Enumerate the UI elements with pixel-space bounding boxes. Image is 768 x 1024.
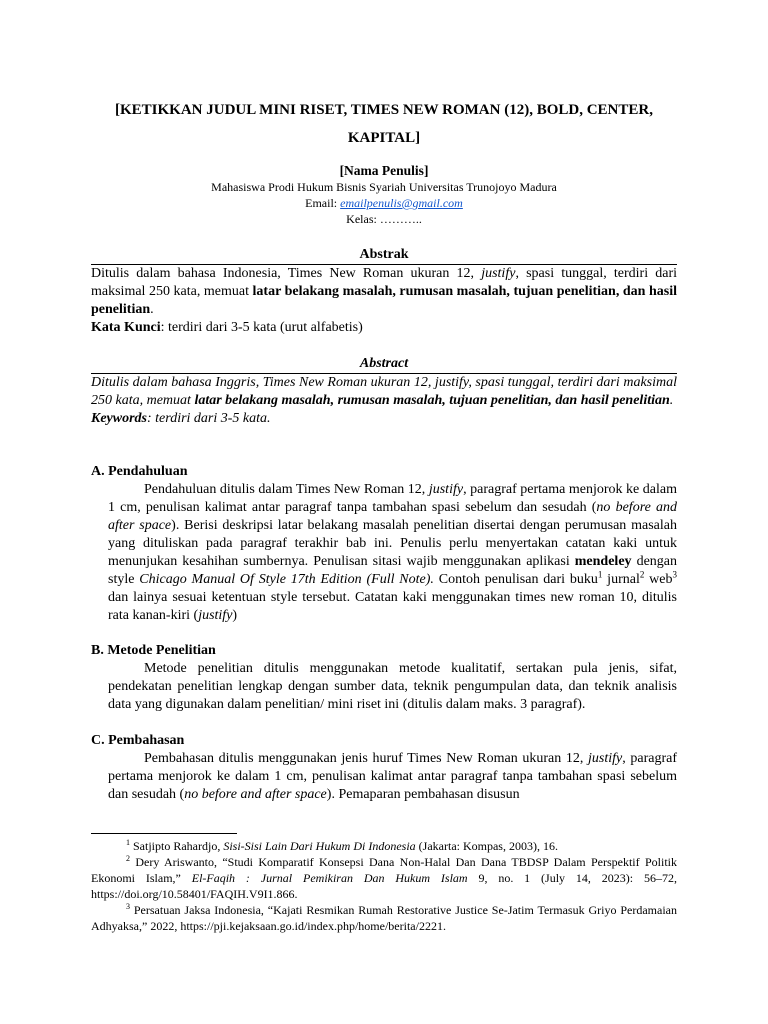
abstrak-t5: .: [150, 302, 154, 317]
kata-kunci-text: : terdiri dari 3-5 kata (urut alfabetis): [160, 320, 363, 335]
a-s3: , paragraf pertama menjorok ke dalam 1 cm, penulisan kalimat antar paragraf tanpa tambahan spasi sebelum dan sesudah (: [108, 482, 677, 515]
a-s1: Pendahuluan ditulis dalam Times New Roman 12,: [144, 482, 429, 497]
author-name: [Nama Penulis]: [339, 163, 429, 178]
abstrak-t2: justify: [481, 266, 516, 281]
abstrak-text: [91, 265, 677, 319]
abstract-heading: Abstract: [91, 355, 677, 374]
c-s4: no before and after space: [184, 787, 327, 802]
footnote-ref-2[interactable]: 2: [639, 569, 645, 580]
abstrak-body: [91, 265, 677, 337]
footnote-3: [91, 902, 677, 934]
c-s3: , paragraf pertama menjorok ke dalam 1 cm, penulisan kalimat antar paragraf tanpa tambahan spasi sebelum dan sesudah (: [108, 751, 677, 802]
a-s7: dengan style: [108, 554, 677, 587]
section-b-heading: B. Metode Penelitian: [91, 643, 216, 658]
a-s12: dan lainya sesuai ketentuan style tersebut. Catatan kaki menggunakan times new roman 10, ditulis rata kanan-kiri (: [108, 590, 677, 623]
abstract-t1: Ditulis dalam bahasa Inggris, Times New Roman ukuran 12, justify, spasi tunggal, terdiri dari maksimal 250 kata, memuat: [91, 375, 677, 408]
abstrak-heading: Abstrak: [91, 246, 677, 265]
footnote-2: [91, 854, 677, 902]
abstrak-t3: , spasi tunggal, terdiri dari maksimal 250 kata, memuat: [91, 266, 678, 299]
fn3-a: Persatuan Jaksa Indonesia, “Kajati Resmikan Rumah Restorative Justice Se-Jatim Termasuk Griyo Perdamaian Adhyaksa,” 2022, https://pji.kejaksaan.go.id/index.php/home/berita/2221.: [91, 903, 677, 933]
abstract-t2: latar belakang masalah, rumusan masalah, tujuan penelitian, dan hasil penelitian: [194, 393, 670, 408]
section-a-heading: A. Pendahuluan: [91, 464, 188, 479]
footnote-2-num: 2: [126, 854, 130, 863]
a-s6: mendeley: [574, 554, 632, 569]
fn1-b: Sisi-Sisi Lain Dari Hukum Di Indonesia: [223, 839, 416, 853]
abstrak-t4: latar belakang masalah, rumusan masalah, tujuan penelitian, dan hasil penelitian: [91, 284, 677, 317]
a-s9: Contoh penulisan dari buku: [433, 572, 598, 587]
abstract-body: [91, 374, 677, 428]
abstrak-block: [91, 246, 677, 337]
footnote-1-num: 1: [126, 838, 130, 847]
keywords-text: : terdiri dari 3-5 kata.: [147, 411, 271, 426]
author-class: Kelas: ………..: [346, 212, 422, 226]
a-s2: justify: [428, 482, 464, 497]
c-s2: justify: [588, 751, 623, 766]
fn2-b: El-Faqih : Jurnal Pemikiran Dan Hukum Islam: [191, 871, 468, 885]
c-s1: Pembahasan ditulis menggunakan jenis huruf Times New Roman ukuran 12,: [144, 751, 588, 766]
author-email-line: [91, 195, 677, 211]
a-s10: jurnal: [602, 572, 640, 587]
a-s14: ): [232, 608, 238, 623]
kata-kunci-label: Kata Kunci: [91, 320, 161, 335]
a-s11: web: [644, 572, 673, 587]
keywords-label: Keywords: [91, 411, 147, 426]
fn2-c: 9, no. 1 (July 14, 2023): 56–72, https://doi.org/10.58401/FAQIH.V9I1.866.: [91, 871, 677, 901]
abstract-t3: .: [669, 393, 674, 408]
abstract-block: [91, 355, 677, 428]
abstract-keywords: [91, 410, 677, 428]
section-a-paragraph: [91, 481, 677, 625]
footnote-1: [91, 838, 677, 854]
fn2-a: Dery Ariswanto, “Studi Komparatif Konsepsi Dana Non-Halal Dan Dana TBDSP Dalam Perspektif Politik Ekonomi Islam,”: [91, 855, 677, 885]
a-s8: Chicago Manual Of Style 17th Edition (Full Note).: [139, 572, 434, 587]
footnote-separator: [91, 833, 237, 834]
footnotes: [91, 838, 677, 934]
abstrak-keywords: [91, 319, 677, 337]
footnote-3-num: 3: [126, 902, 130, 911]
section-c-paragraph: [91, 750, 677, 804]
author-affiliation: Mahasiswa Prodi Hukum Bisnis Syariah Universitas Trunojoyo Madura: [211, 180, 557, 194]
email-link[interactable]: emailpenulis@gmail.com: [340, 196, 463, 210]
abstrak-t1: Ditulis dalam bahasa Indonesia, Times New Roman ukuran 12,: [91, 266, 482, 281]
paper-title: [100, 96, 668, 152]
a-s5: ). Berisi deskripsi latar belakang masalah penelitian disertai dengan perumusan masalah yang dituliskan pada paragraf terakhir bab ini. Penulis perlu menyertakan catatan kaki untuk menunjukan kesahihan sumbernya. Penulisan sitasi wajib menggunakan aplikasi: [108, 518, 677, 569]
a-s13: justify: [198, 608, 233, 623]
footnote-ref-3[interactable]: 3: [672, 569, 677, 580]
a-s4: no before and after space: [108, 500, 677, 533]
footnote-ref-1[interactable]: 1: [597, 569, 603, 580]
title-line-1: [KETIKKAN JUDUL MINI RISET, TIMES NEW ROMAN (12), BOLD, CENTER,: [115, 102, 653, 118]
section-metode: [91, 642, 677, 714]
title-line-2: KAPITAL]: [347, 130, 421, 146]
c-s5: ). Pemaparan pembahasan disusun: [326, 787, 520, 802]
section-b-paragraph: Metode penelitian ditulis menggunakan metode kualitatif, sertakan pula jenis, sifat, pendekatan penelitian lengkap dengan sumber data, teknik pengumpulan data, dan teknik analisis data yang digunakan dalam penelitian/ mini riset ini (ditulis dalam maks. 3 paragraf).: [108, 661, 677, 712]
section-c-heading: C. Pembahasan: [91, 733, 185, 748]
email-label: Email:: [305, 196, 341, 210]
fn1-a: Satjipto Rahardjo,: [130, 839, 224, 853]
fn1-c: (Jakarta: Kompas, 2003), 16.: [415, 839, 558, 853]
section-pembahasan: [91, 732, 677, 804]
abstract-text: [91, 374, 677, 410]
section-pendahuluan: [91, 463, 677, 625]
